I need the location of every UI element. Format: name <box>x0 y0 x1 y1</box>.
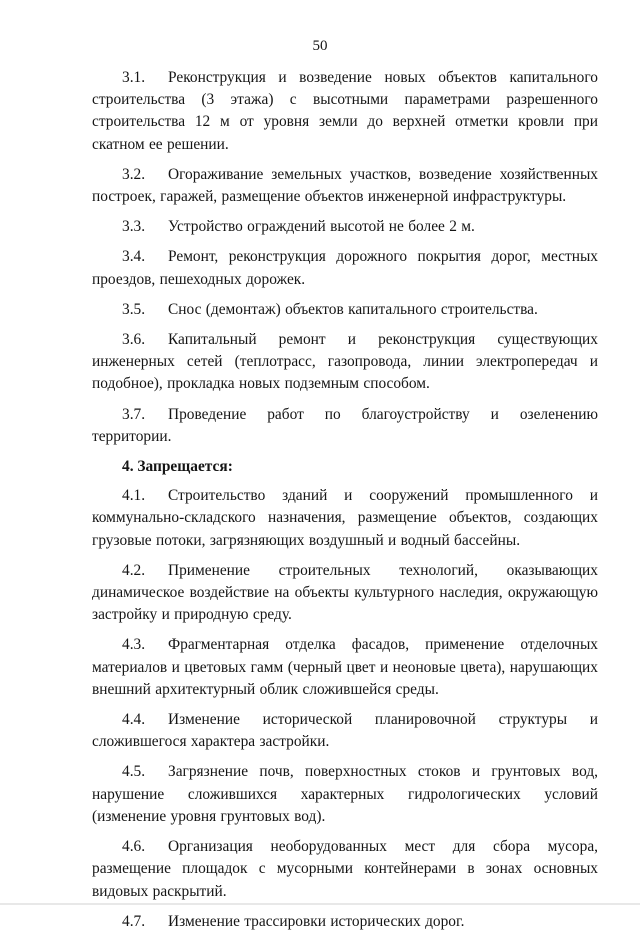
list-item-4-7 <box>92 911 598 933</box>
item-number: 3.4. <box>122 248 146 266</box>
item-number: 3.3. <box>122 218 146 236</box>
list-item-3-2 <box>92 164 598 208</box>
list-item-3-4 <box>92 246 598 290</box>
item-number: 4.5. <box>122 763 146 781</box>
item-text: Проведение работ по благоустройству и озеленению территории. <box>92 405 598 445</box>
item-number: 4.2. <box>122 561 146 579</box>
list-item-3-1 <box>92 67 598 156</box>
page-number: 50 <box>312 38 328 54</box>
item-text: Реконструкция и возведение новых объектов капитального строительства (3 этажа) с высотными параметрами разрешенного строительства 12 м от уровня земли до верхней отметки кровли при скатном ее решении. <box>92 69 598 153</box>
item-number: 3.1. <box>122 69 146 86</box>
list-item-4-1 <box>92 485 598 552</box>
item-number: 3.7. <box>122 405 146 423</box>
item-number: 4.1. <box>122 487 146 505</box>
section-heading-4: 4. Запрещается: <box>122 458 233 476</box>
item-number: 3.6. <box>122 331 146 349</box>
item-number: 4.4. <box>122 711 146 729</box>
list-item-4-4 <box>92 709 598 753</box>
item-number: 4.7. <box>122 912 146 930</box>
item-text: Загрязнение почв, поверхностных стоков и грунтовых вод, нарушение сложившихся характерных гидрологических условий (изменение уровня грунтовых вод). <box>92 763 598 825</box>
list-item-3-7 <box>92 404 598 448</box>
item-text: Ремонт, реконструкция дорожного покрытия дорог, местных проездов, пешеходных дорожек. <box>92 248 598 288</box>
item-text: Строительство зданий и сооружений промышленного и коммунально-складского назначения, размещение объектов, создающих грузовые потоки, загрязняющих воздушный и водный бассейны. <box>92 487 598 549</box>
list-item-3-5 <box>92 299 598 321</box>
list-item-4-6 <box>92 836 598 903</box>
list-item-3-3 <box>92 216 598 238</box>
item-text: Фрагментарная отделка фасадов, применение отделочных материалов и цветовых гамм (черный цвет и неоновые цвета), нарушающих внешний архитектурный облик сложившейся среды. <box>92 636 598 698</box>
item-text: Организация необорудованных мест для сбора мусора, размещение площадок с мусорными контейнерами в зонах основных видовых раскрытий. <box>92 838 598 900</box>
item-text: Изменение трассировки исторических дорог. <box>168 912 465 930</box>
item-text: Капитальный ремонт и реконструкция существующих инженерных сетей (теплотрасс, газопровода, линии электропередач и подобное), прокладка новых подземным способом. <box>92 331 598 393</box>
item-text: Снос (демонтаж) объектов капитального строительства. <box>168 300 538 318</box>
item-number: 4.6. <box>122 838 146 856</box>
item-text: Огораживание земельных участков, возведение хозяйственных построек, гаражей, размещение объектов инженерной инфраструктуры. <box>92 165 598 206</box>
item-text: Изменение исторической планировочной структуры и сложившегося характера застройки. <box>92 711 598 751</box>
list-item-4-5 <box>92 761 598 828</box>
item-number: 3.5. <box>122 300 146 318</box>
item-number: 3.2. <box>122 165 146 183</box>
list-item-4-2 <box>92 560 598 627</box>
item-number: 4.3. <box>122 636 146 654</box>
document-body <box>92 67 598 941</box>
item-text: Применение строительных технологий, оказывающих динамическое воздействие на объекты культурного наследия, окружающую застройку и природную среду. <box>92 561 598 624</box>
list-item-3-6 <box>92 329 598 396</box>
list-item-4-3 <box>92 634 598 701</box>
item-text: Устройство ограждений высотой не более 2 м. <box>168 218 475 236</box>
